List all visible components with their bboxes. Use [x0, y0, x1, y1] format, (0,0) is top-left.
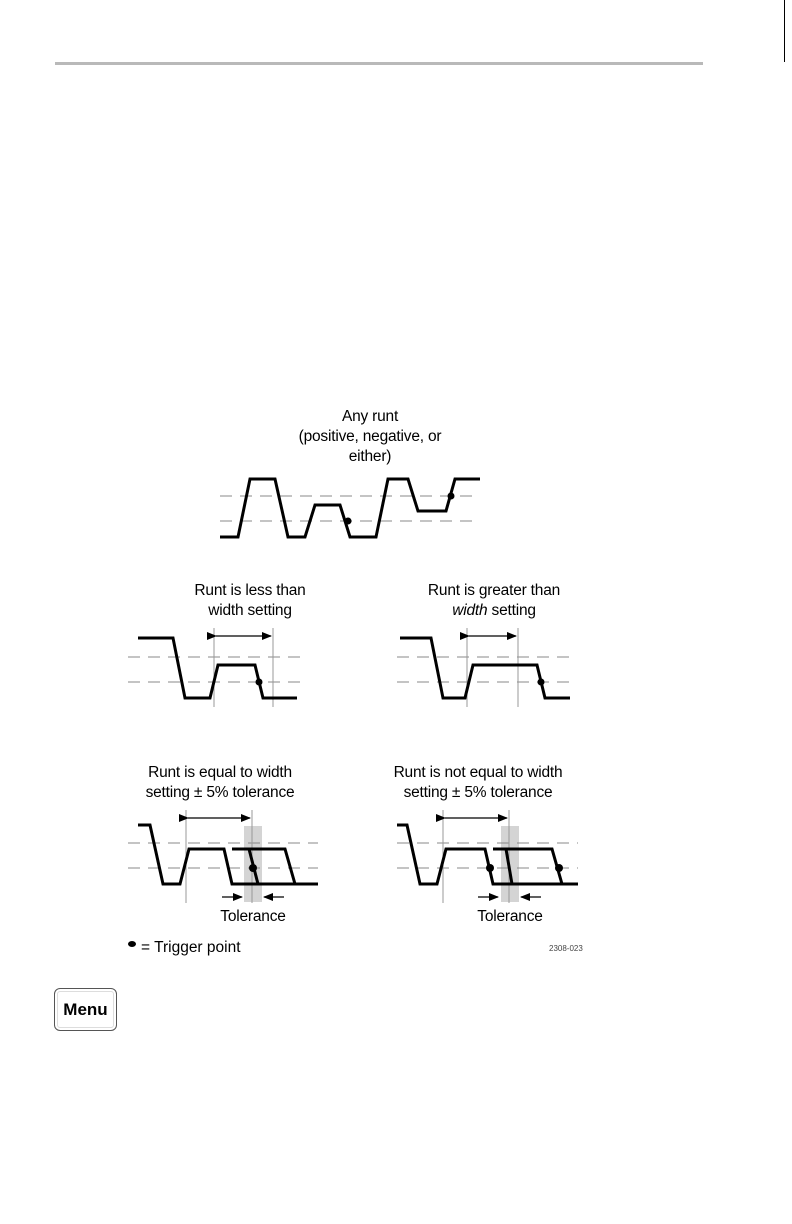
trigger-point [538, 679, 545, 686]
panel-runt-not-equal [397, 810, 578, 903]
legend: = Trigger point [128, 938, 241, 958]
menu-button[interactable]: Menu [54, 988, 117, 1031]
trigger-point [345, 518, 352, 525]
figure-id: 2308-023 [549, 944, 583, 953]
panel-any-runt [220, 479, 480, 537]
tolerance-label-right: Tolerance [477, 908, 543, 925]
trigger-point [448, 493, 455, 500]
label-runt-greater: Runt is greater than width setting [427, 582, 561, 619]
label-runt-not-equal: Runt is not equal to width setting ± 5% tolerance [393, 764, 563, 801]
label-runt-less: Runt is less than width setting [194, 582, 306, 619]
label-runt-equal: Runt is equal to width setting ± 5% tolerance [145, 764, 295, 801]
trigger-point [249, 864, 257, 872]
trigger-point [486, 864, 494, 872]
trigger-point [256, 679, 263, 686]
panel-runt-less [128, 628, 305, 707]
panel-runt-equal [128, 810, 318, 903]
trigger-point [555, 864, 563, 872]
label-any-runt: Any runt (positive, negative, or either) [298, 408, 442, 465]
tolerance-label-left: Tolerance [220, 908, 286, 925]
panel-runt-greater [397, 628, 577, 707]
